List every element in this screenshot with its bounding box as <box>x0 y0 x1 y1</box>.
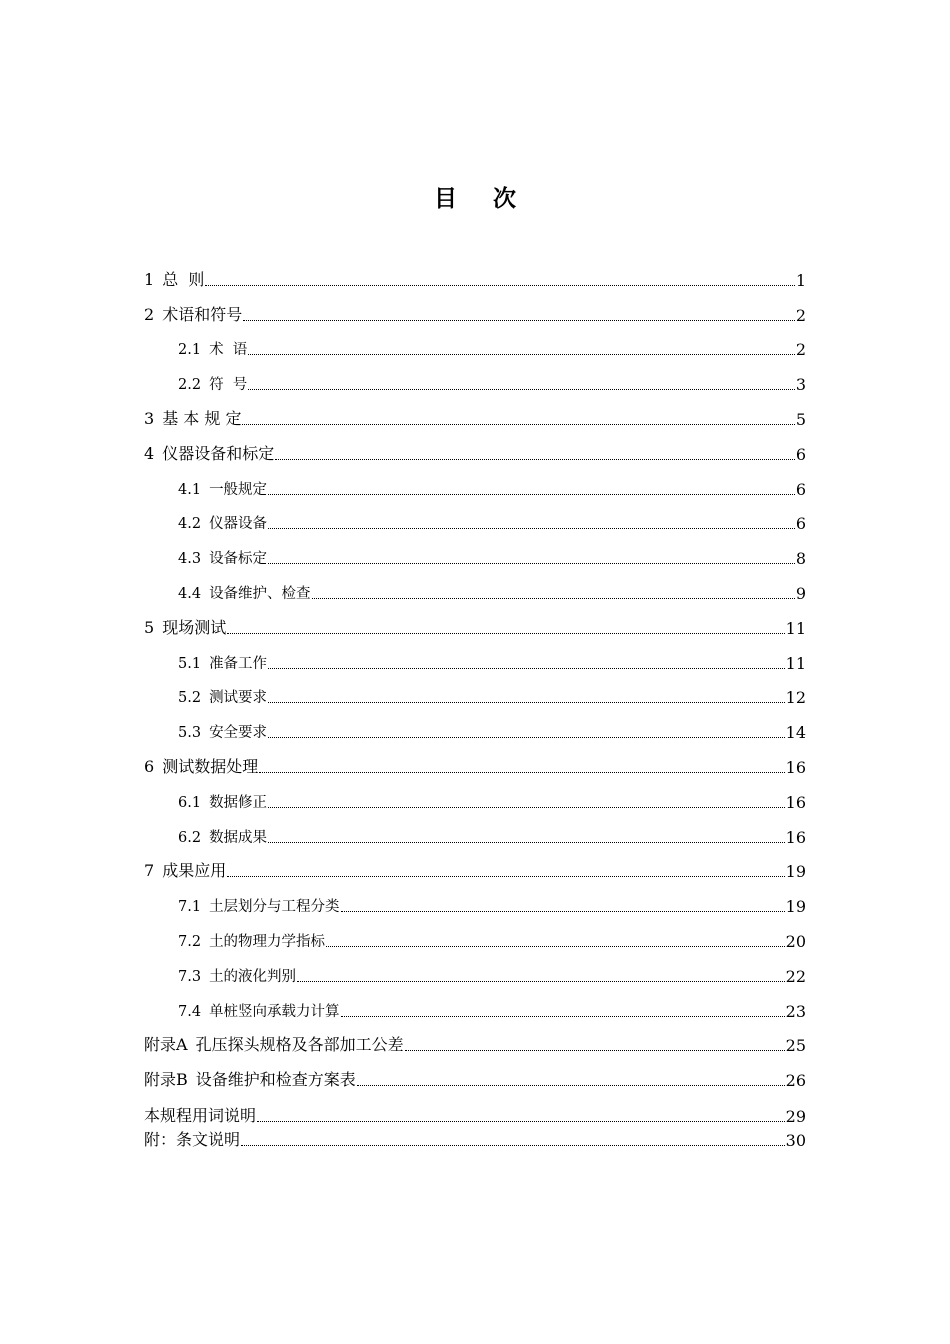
toc-entry[interactable] <box>144 397 806 432</box>
toc-entry[interactable] <box>144 1129 806 1153</box>
toc-subentry[interactable] <box>144 467 806 502</box>
toc-entry-number: 6.2 <box>178 829 202 846</box>
toc-dot-leader <box>241 1145 785 1146</box>
toc-entry-number: 2 <box>144 304 155 324</box>
toc-page-number: 1 <box>795 270 806 290</box>
toc-entry[interactable] <box>144 1058 806 1093</box>
toc-entry-number: 附录A <box>144 1035 188 1055</box>
toc-entry-title <box>144 267 204 293</box>
toc-entry-title <box>144 406 241 432</box>
toc-entry-title <box>144 441 274 467</box>
toc-subentry[interactable] <box>144 884 806 919</box>
toc-entry-number: 5.1 <box>178 655 202 672</box>
toc-subentry[interactable] <box>144 571 806 606</box>
toc-entry-label: 符 号 <box>209 377 248 394</box>
toc-dot-leader <box>275 459 795 460</box>
toc-dot-leader <box>268 494 795 495</box>
toc-entry-label: 数据成果 <box>209 829 268 846</box>
toc-dot-leader <box>341 1016 785 1017</box>
toc-entry-number: 4.1 <box>178 481 202 498</box>
toc-entry-number: 4 <box>144 443 155 463</box>
toc-entry-label: 土的物理力学指标 <box>209 933 326 950</box>
table-of-contents <box>144 258 806 1153</box>
toc-dot-leader <box>205 285 794 286</box>
toc-entry-number: 4.3 <box>178 551 202 568</box>
toc-entry-number: 4.4 <box>178 585 202 602</box>
toc-entry-label: 数据修正 <box>209 794 268 811</box>
toc-entry-number: 5.3 <box>178 725 202 742</box>
toc-dot-leader <box>341 911 785 912</box>
toc-entry-label: 总 则 <box>162 269 205 289</box>
toc-entry-title <box>144 302 242 328</box>
toc-page-number: 16 <box>785 757 806 777</box>
toc-dot-leader <box>227 633 784 634</box>
toc-entry-number: 5.2 <box>178 690 202 707</box>
toc-dot-leader <box>297 981 785 982</box>
toc-entry-number: 2.2 <box>178 377 202 394</box>
toc-entry-number: 3 <box>144 408 155 428</box>
toc-entry[interactable] <box>144 258 806 293</box>
toc-page-number: 9 <box>795 583 806 603</box>
toc-entry-title <box>178 965 296 989</box>
toc-entry-title <box>178 721 267 745</box>
toc-dot-leader <box>248 354 795 355</box>
toc-entry-label: 附：条文说明 <box>144 1130 241 1150</box>
toc-entry-number: 7.1 <box>178 899 202 916</box>
toc-entry-title <box>178 686 267 710</box>
toc-entry-label: 一般规定 <box>209 481 268 498</box>
toc-dot-leader <box>243 320 795 321</box>
toc-entry-label: 土的液化判别 <box>209 968 297 985</box>
toc-entry-title <box>178 895 340 919</box>
toc-subentry[interactable] <box>144 815 806 850</box>
toc-dot-leader <box>248 389 795 390</box>
toc-entry-number: 附录B <box>144 1070 188 1090</box>
toc-entry[interactable] <box>144 432 806 467</box>
toc-entry-title <box>144 615 226 641</box>
toc-subentry[interactable] <box>144 780 806 815</box>
toc-page-number: 6 <box>795 444 806 464</box>
toc-page-number: 22 <box>785 966 806 986</box>
toc-page-number: 8 <box>795 549 806 569</box>
toc-entry-number: 5 <box>144 617 155 637</box>
toc-subentry[interactable] <box>144 919 806 954</box>
toc-dot-leader <box>259 772 784 773</box>
toc-dot-leader <box>257 1121 785 1122</box>
toc-page-number: 2 <box>795 340 806 360</box>
toc-dot-leader <box>268 807 785 808</box>
toc-page-number: 25 <box>785 1036 806 1056</box>
toc-page-number: 23 <box>785 1001 806 1021</box>
toc-subentry[interactable] <box>144 954 806 989</box>
toc-entry-title <box>178 512 267 536</box>
toc-entry-label: 术 语 <box>209 342 248 359</box>
toc-dot-leader <box>405 1050 785 1051</box>
toc-entry-label: 测试要求 <box>209 690 268 707</box>
toc-entry-label: 现场测试 <box>162 617 227 637</box>
toc-page-number: 26 <box>785 1071 806 1091</box>
toc-entry[interactable] <box>144 1093 806 1129</box>
toc-page-number: 5 <box>795 409 806 429</box>
toc-dot-leader <box>268 702 785 703</box>
toc-page-number: 19 <box>785 897 806 917</box>
toc-page-number: 14 <box>785 723 806 743</box>
toc-page-number: 19 <box>785 862 806 882</box>
toc-subentry[interactable] <box>144 362 806 397</box>
toc-entry-title <box>178 791 267 815</box>
toc-entry-number: 2.1 <box>178 342 202 359</box>
toc-page-number: 2 <box>795 305 806 325</box>
toc-entry-title <box>144 1032 404 1058</box>
toc-entry-title <box>178 1000 340 1024</box>
toc-page-number: 30 <box>785 1131 806 1151</box>
toc-page-number: 6 <box>795 479 806 499</box>
toc-entry-label: 准备工作 <box>209 655 268 672</box>
toc-entry-number: 6 <box>144 756 155 776</box>
toc-page-number: 11 <box>785 618 806 638</box>
toc-entry-label: 测试数据处理 <box>162 756 259 776</box>
toc-entry-title <box>178 338 247 362</box>
toc-entry-number: 7 <box>144 861 155 881</box>
toc-entry-title <box>178 652 267 676</box>
toc-entry-label: 设备维护和检查方案表 <box>195 1070 356 1090</box>
toc-entry-title <box>144 1127 240 1153</box>
toc-subentry[interactable] <box>144 710 806 745</box>
toc-page-number: 20 <box>785 931 806 951</box>
toc-dot-leader <box>227 876 784 877</box>
toc-entry-label: 术语和符号 <box>162 304 243 324</box>
toc-entry-number: 7.4 <box>178 1003 202 1020</box>
toc-subentry[interactable] <box>144 641 806 676</box>
toc-entry-label: 设备标定 <box>209 551 268 568</box>
toc-subentry[interactable] <box>144 502 806 537</box>
toc-entry[interactable] <box>144 850 806 885</box>
toc-entry-label: 安全要求 <box>209 725 268 742</box>
toc-dot-leader <box>268 842 785 843</box>
page-title: 目 次 <box>433 185 530 212</box>
toc-page-number: 16 <box>785 827 806 847</box>
toc-entry-number: 7.2 <box>178 933 202 950</box>
toc-entry-label: 孔压探头规格及各部加工公差 <box>195 1035 404 1055</box>
toc-entry[interactable] <box>144 293 806 328</box>
toc-entry-label: 基 本 规 定 <box>162 408 242 428</box>
toc-page-number: 29 <box>785 1107 806 1127</box>
toc-entry-title <box>178 930 325 954</box>
toc-entry-title <box>178 582 311 606</box>
toc-entry[interactable] <box>144 606 806 641</box>
toc-page-number: 3 <box>795 375 806 395</box>
toc-entry-label: 单桩竖向承载力计算 <box>209 1003 340 1020</box>
toc-entry-number: 1 <box>144 269 155 289</box>
toc-page-number: 12 <box>785 688 806 708</box>
toc-entry[interactable] <box>144 745 806 780</box>
toc-entry-label: 仪器设备 <box>209 516 268 533</box>
toc-entry-number: 7.3 <box>178 968 202 985</box>
toc-dot-leader <box>326 946 785 947</box>
toc-entry[interactable] <box>144 1024 806 1059</box>
toc-subentry[interactable] <box>144 989 806 1024</box>
toc-dot-leader <box>312 598 795 599</box>
toc-entry-title <box>178 547 267 571</box>
toc-subentry[interactable] <box>144 676 806 711</box>
toc-entry-title <box>144 754 258 780</box>
toc-dot-leader <box>268 528 795 529</box>
toc-entry-title <box>144 1067 356 1093</box>
toc-entry-title <box>178 478 267 502</box>
toc-entry-title <box>178 826 267 850</box>
toc-dot-leader <box>242 424 794 425</box>
toc-entry-label: 土层划分与工程分类 <box>209 899 340 916</box>
toc-page-number: 6 <box>795 514 806 534</box>
toc-entry-label: 设备维护、检查 <box>209 585 311 602</box>
toc-entry-label: 本规程用词说明 <box>144 1106 257 1126</box>
toc-subentry[interactable] <box>144 328 806 363</box>
toc-entry-number: 6.1 <box>178 794 202 811</box>
toc-dot-leader <box>268 563 795 564</box>
toc-entry-number: 4.2 <box>178 516 202 533</box>
toc-dot-leader <box>357 1085 785 1086</box>
toc-dot-leader <box>268 668 785 669</box>
toc-entry-title <box>144 1103 256 1129</box>
toc-subentry[interactable] <box>144 536 806 571</box>
toc-page-number: 16 <box>785 792 806 812</box>
toc-entry-label: 成果应用 <box>162 861 227 881</box>
toc-page-number: 11 <box>785 653 806 673</box>
toc-entry-label: 仪器设备和标定 <box>162 443 275 463</box>
toc-dot-leader <box>268 737 785 738</box>
toc-entry-title <box>144 858 226 884</box>
toc-entry-title <box>178 373 247 397</box>
